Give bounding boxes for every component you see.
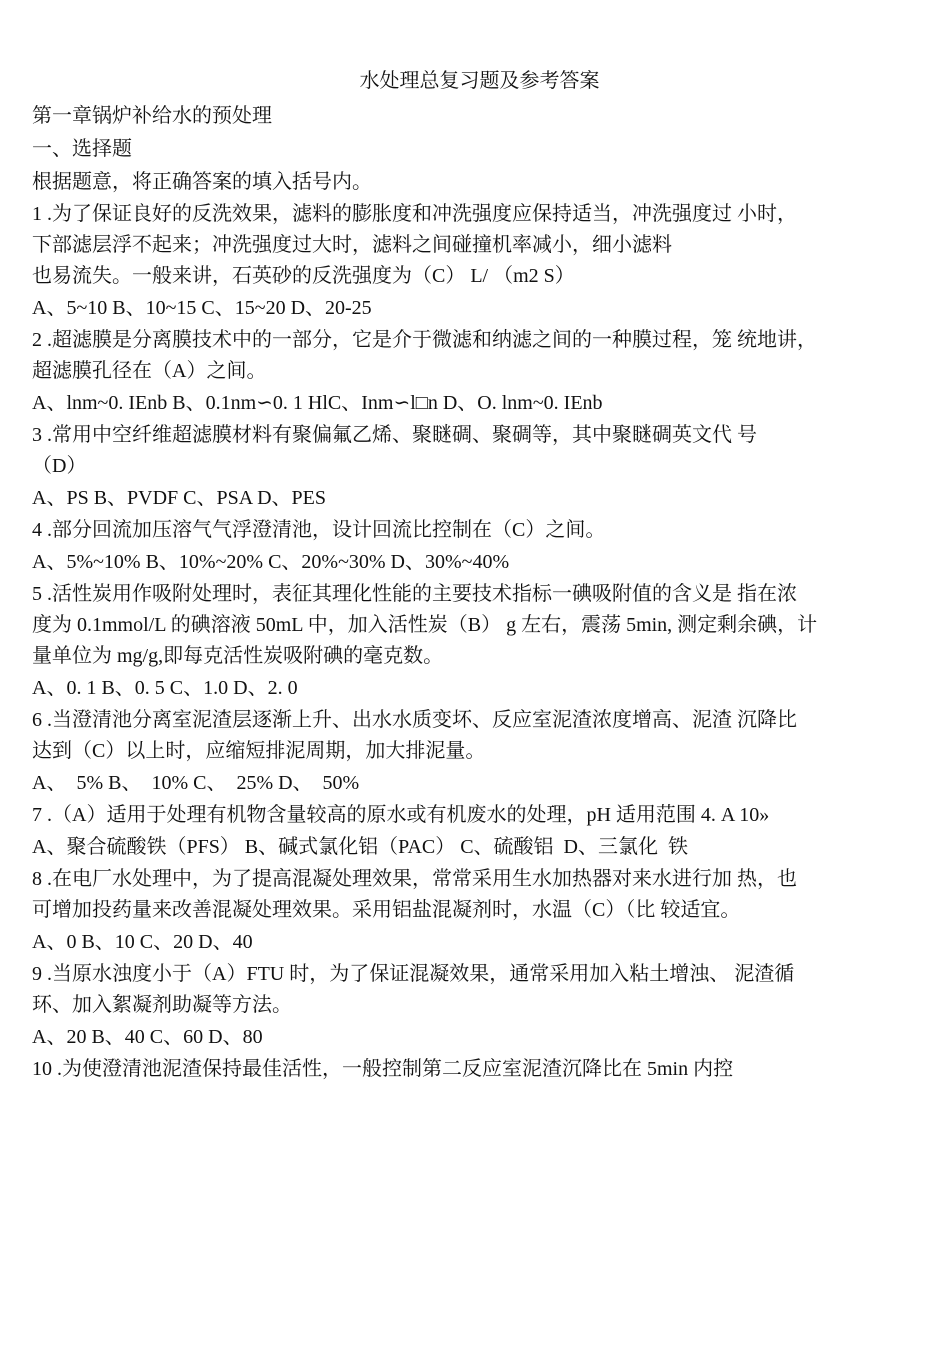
question-block — [32, 705, 927, 800]
question-line: 1 .为了保证良好的反洗效果，滤料的膨胀度和冲洗强度应保持适当，冲洗强度过 小时， — [32, 203, 797, 225]
question-line: 可增加投药量来改善混凝处理效果。采用铝盐混凝剂时，水温（C）（比 较适宜。 — [32, 899, 741, 921]
question-block — [32, 800, 927, 864]
question-text — [32, 325, 927, 387]
question-line: 7 .（A）适用于处理有机物含量较高的原水或有机废水的处理，pH 适用范围 4. A 10» — [32, 804, 770, 826]
document-page — [32, 66, 927, 1085]
question-block — [32, 959, 927, 1054]
question-line: 10 .为使澄清池泥渣保持最佳活性，一般控制第二反应室泥渣沉降比在 5min 内控 — [32, 1058, 734, 1080]
question-text — [32, 959, 927, 1021]
question-block — [32, 420, 927, 515]
chapter-heading: 第一章锅炉补给水的预处理 — [32, 105, 272, 127]
section-heading: 一、选择题 — [32, 138, 132, 160]
answer-options: A、5~10 B、10~15 C、15~20 D、20-25 — [32, 297, 372, 319]
question-line: 8 .在电厂水处理中，为了提高混凝处理效果，常常采用生水加热器对来水进行加 热，也 — [32, 868, 797, 890]
question-line: 达到（C）以上时，应缩短排泥周期，加大排泥量。 — [32, 740, 486, 762]
answer-options: A、0 B、10 C、20 D、40 — [32, 931, 253, 953]
question-line: 下部滤层浮不起来；冲洗强度过大时，滤料之间碰撞机率减小，细小滤料 — [32, 234, 672, 256]
answer-options: A、聚合硫酸铁（PFS） B、碱式氯化铝（PAC） C、硫酸铝 D、三氯化 铁 — [32, 836, 689, 858]
question-text — [32, 1054, 927, 1085]
question-block — [32, 1054, 927, 1085]
question-text — [32, 199, 927, 292]
question-text — [32, 579, 927, 672]
question-line: 4 .部分回流加压溶气气浮澄清池，设计回流比控制在（C）之间。 — [32, 519, 606, 541]
question-block — [32, 199, 927, 325]
question-line: 5 .活性炭用作吸附处理时，表征其理化性能的主要技术指标一碘吸附值的含义是 指在浓 — [32, 583, 797, 605]
question-block — [32, 579, 927, 705]
question-line: 度为 0.1mmol/L 的碘溶液 50mL 中，加入活性炭（B） g 左右，震荡 5min, 测定剩余碘，计 — [32, 614, 818, 636]
instruction-text: 根据题意，将正确答案的填入括号内。 — [32, 171, 372, 193]
answer-options: A、 5% B、 10% C、 25% D、 50% — [32, 772, 360, 794]
question-line: 9 .当原水浊度小于（A）FTU 时，为了保证混凝效果，通常采用加入粘土增浊、 泥渣循 — [32, 963, 795, 985]
question-text — [32, 864, 927, 926]
question-line: 量单位为 mg/g,即每克活性炭吸附碘的毫克数。 — [32, 645, 444, 667]
question-line: 也易流失。一般来讲，石英砂的反洗强度为（C） L/ （m2 S） — [32, 265, 575, 287]
answer-options: A、PS B、PVDF C、PSA D、PES — [32, 487, 326, 509]
document-title: 水处理总复习题及参考答案 — [359, 70, 600, 92]
question-line: （D） — [32, 455, 87, 477]
question-text — [32, 705, 927, 767]
answer-options: A、lnm~0. IEnb B、0.1nm∽0. 1 HlC、Inm∽l□n D、O. lnm~0. IEnb — [32, 392, 603, 414]
question-line: 超滤膜孔径在（A）之间。 — [32, 360, 267, 382]
question-block — [32, 325, 927, 420]
question-block — [32, 515, 927, 579]
question-line: 环、加入絮凝剂助凝等方法。 — [32, 994, 292, 1016]
answer-options: A、5%~10% B、10%~20% C、20%~30% D、30%~40% — [32, 551, 510, 573]
question-text — [32, 515, 927, 546]
question-text — [32, 800, 927, 831]
question-line: 6 .当澄清池分离室泥渣层逐渐上升、出水水质变坏、反应室泥渣浓度增高、泥渣 沉降比 — [32, 709, 797, 731]
question-list — [32, 199, 927, 1085]
question-line: 2 .超滤膜是分离膜技术中的一部分，它是介于微滤和纳滤之间的一种膜过程，笼 统地讲， — [32, 329, 817, 351]
answer-options: A、20 B、40 C、60 D、80 — [32, 1026, 263, 1048]
question-block — [32, 864, 927, 959]
answer-options: A、0. 1 B、0. 5 C、1.0 D、2. 0 — [32, 677, 298, 699]
question-text — [32, 420, 927, 482]
question-line: 3 .常用中空纤维超滤膜材料有聚偏氟乙烯、聚瞇碉、聚碉等，其中聚瞇碉英文代 号 — [32, 424, 757, 446]
